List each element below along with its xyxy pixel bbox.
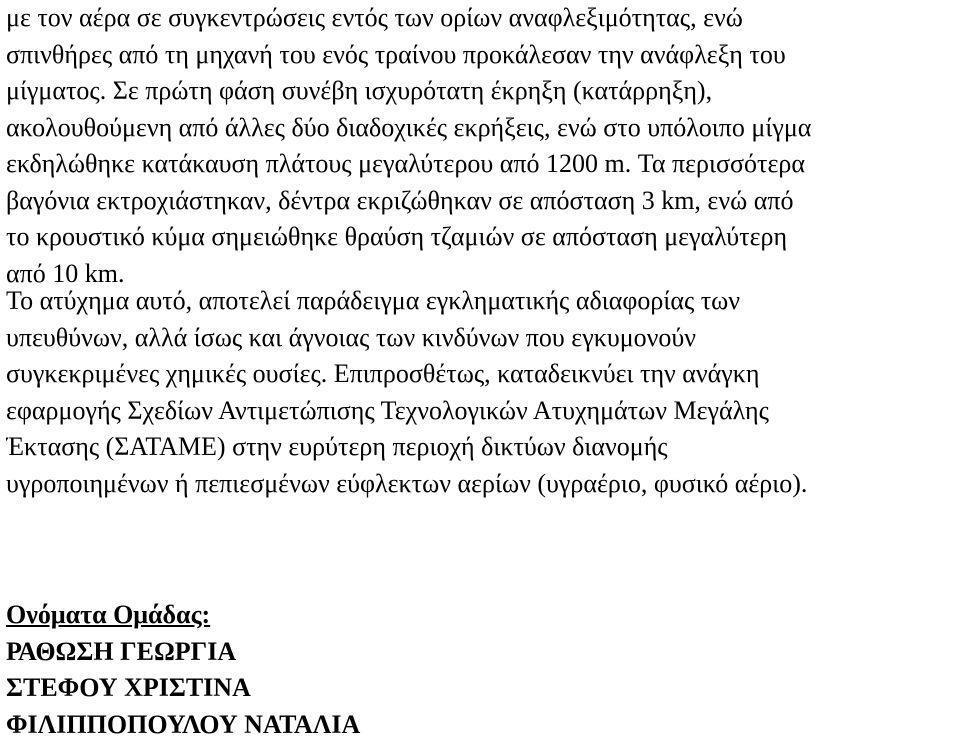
team-member: ΦΙΛΙΠΠΟΠΟΥΛΟΥ ΝΑΤΑΛΙΑ [6,709,361,738]
team-member: ΡΑΘΩΣΗ ΓΕΩΡΓΙΑ [6,636,237,666]
paragraph-conclusion [6,283,807,502]
paragraph-accident-description [6,0,811,292]
text-line: Έκτασης (ΣΑΤΑΜΕ) στην ευρύτερη περιοχή δικτύων διανομής [6,432,668,461]
text-line: με τον αέρα σε συγκεντρώσεις εντός των ορίων αναφλεξιμότητας, ενώ [6,3,743,32]
text-line: Το ατύχημα αυτό, αποτελεί παράδειγμα εγκληματικής αδιαφορίας των [6,286,741,315]
text-line: από 10 km. [6,258,125,288]
document-page [6,0,956,738]
text-line: βαγόνια εκτροχιάστηκαν, δέντρα εκριζώθηκαν σε απόσταση 3 km, ενώ από [6,185,794,215]
text-line: εκδηλώθηκε κατάκαυση πλάτους μεγαλύτερου από 1200 m. Τα περισσότερα [6,149,805,178]
team-member: ΣΤΕΦΟΥ ΧΡΙΣΤΙΝΑ [6,673,251,702]
text-line: μίγματος. Σε πρώτη φάση συνέβη ισχυρότατη έκρηξη (κατάρρηξη), [6,76,713,105]
team-section [6,597,360,738]
text-line: συγκεκριμένες χημικές ουσίες. Επιπροσθέτως, καταδεικνύει την ανάγκη [6,359,760,388]
text-line: υπευθύνων, αλλά ίσως και άγνοιας των κινδύνων που εγκυμονούν [6,322,697,352]
text-line: το κρουστικό κύμα σημειώθηκε θραύση τζαμιών σε απόσταση μεγαλύτερη [6,222,788,251]
text-line: ακολουθούμενη από άλλες δύο διαδοχικές εκρήξεις, ενώ στο υπόλοιπο μίγμα [6,112,812,142]
text-line: σπινθήρες από τη μηχανή του ενός τραίνου προκάλεσαν την ανάφλεξη του [6,39,786,69]
text-line: εφαρμογής Σχεδίων Αντιμετώπισης Τεχνολογικών Ατυχημάτων Μεγάλης [6,395,769,425]
text-line: υγροποιημένων ή πεπιεσμένων εύφλεκτων αερίων (υγραέριο, φυσικό αέριο). [6,468,808,498]
team-heading: Ονόματα Ομάδας: [6,600,211,629]
